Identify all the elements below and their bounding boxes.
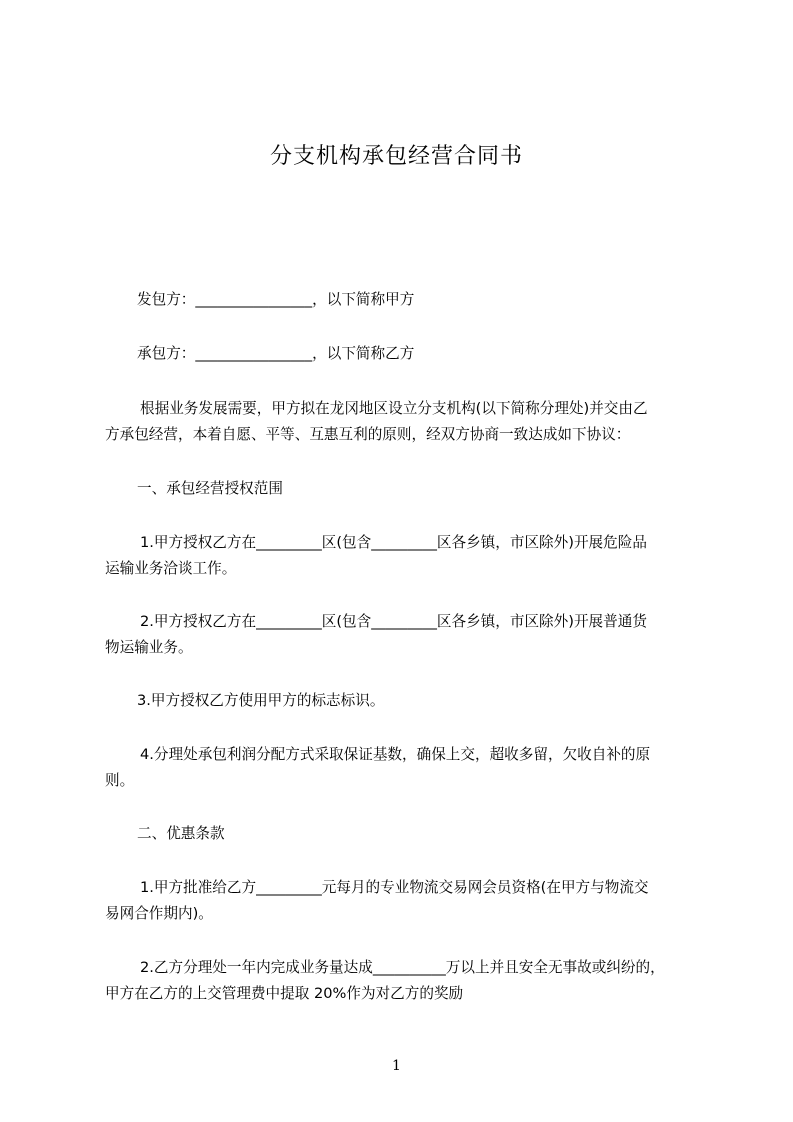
intro-paragraph-line-1: 根据业务发展需要，甲方拟在龙冈地区设立分支机构(以下简称分理处)并交由乙 bbox=[140, 400, 648, 417]
clause-2-2-line-1: 2.乙方分理处一年内完成业务量达成__________万以上并且安全无事故或纠纷的， bbox=[140, 959, 665, 976]
clause-1-4-line-2: 则。 bbox=[105, 772, 135, 789]
section-1-heading: 一、承包经营授权范围 bbox=[137, 480, 283, 497]
clause-1-1-line-1: 1.甲方授权乙方在_________区(包含_________区各乡镇，市区除外)开展危险品 bbox=[140, 534, 647, 551]
clause-1-2-line-2: 物运输业务。 bbox=[105, 639, 193, 656]
section-2-heading: 二、优惠条款 bbox=[137, 825, 225, 842]
clause-1-2-line-1: 2.甲方授权乙方在_________区(包含_________区各乡镇，市区除外)开展普通货 bbox=[140, 613, 647, 630]
clause-1-1-line-2: 运输业务洽谈工作。 bbox=[105, 560, 237, 577]
document-title: 分支机构承包经营合同书 bbox=[269, 144, 523, 169]
clause-2-1-line-2: 易网合作期内)。 bbox=[105, 905, 213, 922]
clause-2-1-line-1: 1.甲方批准给乙方_________元每月的专业物流交易网会员资格(在甲方与物流交 bbox=[140, 879, 649, 896]
party-a-line: 发包方：________________，以下简称甲方 bbox=[137, 291, 415, 308]
clause-1-3: 3.甲方授权乙方使用甲方的标志标识。 bbox=[137, 692, 385, 709]
clause-2-2-line-2: 甲方在乙方的上交管理费中提取 20%作为对乙方的奖励 bbox=[105, 985, 464, 1002]
party-b-line: 承包方：________________，以下简称乙方 bbox=[137, 345, 415, 362]
intro-paragraph-line-2: 方承包经营，本着自愿、平等、互惠互利的原则，经双方协商一致达成如下协议： bbox=[105, 426, 631, 443]
clause-1-4-line-1: 4.分理处承包利润分配方式采取保证基数，确保上交，超收多留，欠收自补的原 bbox=[140, 746, 651, 763]
page-number: 1 bbox=[392, 1058, 401, 1074]
